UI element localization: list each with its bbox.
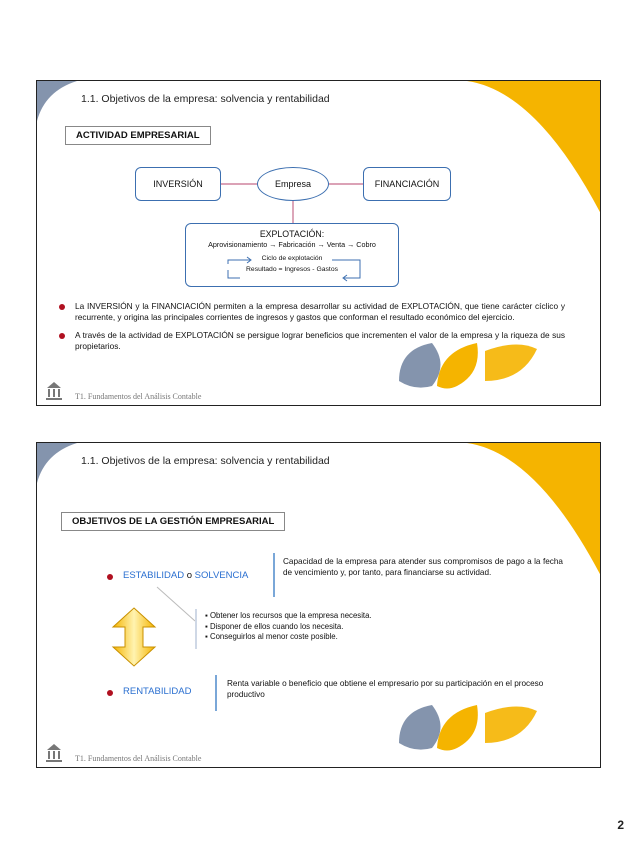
financiacion-box: FINANCIACIÓN xyxy=(363,167,451,201)
rentabilidad-description: Renta variable o beneficio que obtiene el empresario por su participación en el proceso productivo xyxy=(227,679,544,699)
solvencia-description: Capacidad de la empresa para atender sus compromisos de pago a la fecha de vencimiento y, por tanto, para financiarse su actividad. xyxy=(283,557,563,577)
bullet-list xyxy=(57,301,565,359)
section-label: OBJETIVOS DE LA GESTIÓN EMPRESARIAL xyxy=(61,512,285,531)
explotacion-box xyxy=(185,223,399,287)
resultado-label: Resultado = Ingresos - Gastos xyxy=(246,266,338,273)
sub-bullet-list xyxy=(205,611,465,643)
divider xyxy=(273,553,275,597)
empresa-ellipse: Empresa xyxy=(257,167,329,201)
bullet-dot-icon xyxy=(107,690,113,696)
page-number: 2 xyxy=(617,818,624,832)
ciclo-label: Ciclo de explotación xyxy=(261,255,323,262)
explotacion-title: EXPLOTACIÓN: xyxy=(259,229,325,239)
list-item: ▪ Obtener los recursos que la empresa necesita. xyxy=(205,611,372,620)
bullet-dot-icon xyxy=(107,574,113,580)
up-down-arrow-icon xyxy=(111,607,157,667)
estabilidad-label: ESTABILIDAD xyxy=(123,570,185,581)
list-item: A través de la actividad de EXPLOTACIÓN se persigue lograr beneficios que incrementen el valor de la empresa y la riqueza de sus propietarios. xyxy=(57,330,565,352)
slide-2 xyxy=(36,442,601,768)
divider xyxy=(195,609,197,649)
estabilidad-solvencia-label: ESTABILIDAD o SOLVENCIA xyxy=(123,570,249,581)
list-item: ▪ Disponer de ellos cuando los necesita. xyxy=(205,621,344,631)
slide-decoration xyxy=(37,443,601,768)
list-item: La INVERSIÓN y la FINANCIACIÓN permiten a la empresa desarrollar su actividad de EXPLOTACIÓN, que tiene carácter cíclico y recurrente, y origina las principales corrientes de ingresos y gastos que conforman el resultado económico del ejercicio. xyxy=(57,301,565,323)
footer-text: T1. Fundamentos del Análisis Contable xyxy=(75,754,202,763)
bullet-dot-icon xyxy=(59,333,65,339)
inversion-box: INVERSIÓN xyxy=(135,167,221,201)
slide-title: 1.1. Objetivos de la empresa: solvencia y rentabilidad xyxy=(81,93,330,105)
explotacion-chain: Aprovisionamiento → Fabricación → Venta → Cobro xyxy=(208,240,376,249)
university-crest-icon xyxy=(43,742,65,764)
solvencia-label: SOLVENCIA xyxy=(194,570,249,581)
divider xyxy=(215,675,217,711)
bullet-dot-icon xyxy=(59,304,65,310)
slide-1 xyxy=(36,80,601,406)
rentabilidad-label: RENTABILIDAD xyxy=(123,686,192,697)
list-item: ▪ Conseguirlos al menor coste posible. xyxy=(205,632,338,641)
slide-title: 1.1. Objetivos de la empresa: solvencia y rentabilidad xyxy=(81,455,330,467)
cycle-arrow-icon xyxy=(224,256,364,284)
section-label: ACTIVIDAD EMPRESARIAL xyxy=(65,126,211,145)
footer-text: T1. Fundamentos del Análisis Contable xyxy=(75,392,202,401)
university-crest-icon xyxy=(43,380,65,402)
